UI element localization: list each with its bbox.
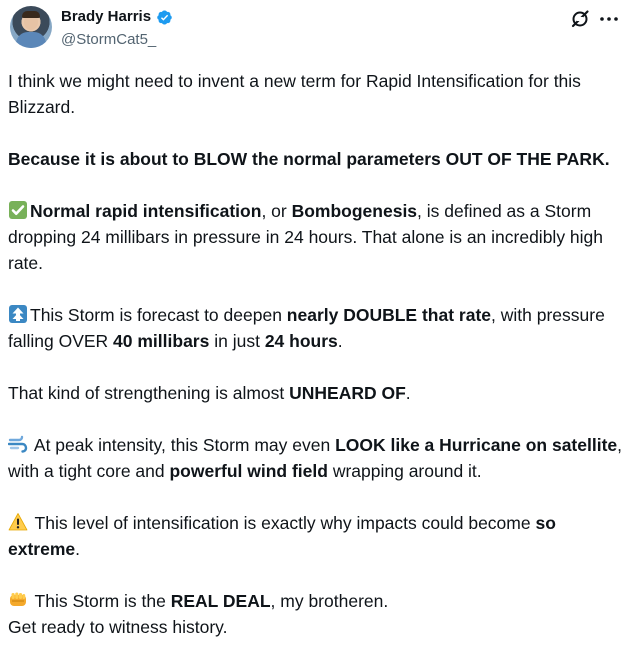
post-paragraph-3 <box>8 198 628 276</box>
post-text: , my brotheren. <box>270 591 389 611</box>
warning-emoji <box>8 512 28 532</box>
oncoming-fist-emoji <box>8 590 28 610</box>
grok-icon[interactable] <box>570 9 590 29</box>
post-text: Get ready to witness history. <box>8 617 228 637</box>
post-text: . <box>405 383 411 403</box>
avatar-shirt <box>16 32 46 48</box>
more-icon[interactable] <box>598 9 620 29</box>
post-text-bold: 40 millibars <box>113 331 210 351</box>
post-text: . <box>337 331 343 351</box>
author-name-row <box>61 8 173 26</box>
post-paragraph-7 <box>8 510 628 562</box>
post-text: I think we might need to invent a new term for Rapid Intensification for this Blizzard. <box>8 71 581 117</box>
post-text-bold: Because it is about to BLOW the normal parameters OUT OF THE PARK. <box>8 149 610 169</box>
post-text: in just <box>209 331 265 351</box>
post-text: , is defined as a Storm dropping 24 millibars in pressure in 24 hours. That alone is an incredibly high rate. <box>8 201 604 273</box>
post-text: wrapping around it. <box>327 461 482 481</box>
check-mark-button-emoji <box>8 200 28 220</box>
user-avatar[interactable] <box>10 6 52 48</box>
post-text: , with a tight core and <box>8 435 623 481</box>
author-handle[interactable]: @StormCat5_ <box>61 31 157 48</box>
post-header <box>0 0 634 60</box>
post-paragraph-1 <box>8 68 628 120</box>
post-text: That kind of strengthening is almost <box>8 383 290 403</box>
post-paragraph-2 <box>8 146 628 172</box>
post-paragraph-4 <box>8 302 628 354</box>
post-text-bold: powerful wind field <box>169 461 328 481</box>
post-text: This level of intensification is exactly why impacts could become <box>30 513 536 533</box>
author-display-name[interactable]: Brady Harris <box>61 8 152 25</box>
post-text-bold: so extreme <box>8 513 556 559</box>
dashing-away-emoji <box>8 434 28 454</box>
post-text: This Storm is the <box>30 591 171 611</box>
post-text-bold: 24 hours <box>264 331 338 351</box>
post-text-bold: UNHEARD OF <box>289 383 406 403</box>
post-text: , or <box>261 201 292 221</box>
post-text: , with pressure falling OVER <box>8 305 605 351</box>
verified-badge-icon[interactable] <box>156 9 173 26</box>
avatar-hair <box>22 11 40 18</box>
post-text: . <box>75 539 81 559</box>
post-text-bold: Normal rapid intensification <box>30 201 262 221</box>
post-text: At peak intensity, this Storm may even <box>30 435 336 455</box>
post-text: This Storm is forecast to deepen <box>30 305 287 325</box>
post-paragraph-6 <box>8 432 628 484</box>
post-text-bold: REAL DEAL <box>170 591 271 611</box>
post-paragraph-5 <box>8 380 628 406</box>
post-text-bold: Bombogenesis <box>291 201 418 221</box>
up-arrow-button-emoji <box>8 304 28 324</box>
post-text-bold: nearly DOUBLE that rate <box>286 305 492 325</box>
post-body <box>8 68 628 640</box>
post-paragraph-8 <box>8 588 628 640</box>
post-text-bold: LOOK like a Hurricane on satellite <box>335 435 618 455</box>
